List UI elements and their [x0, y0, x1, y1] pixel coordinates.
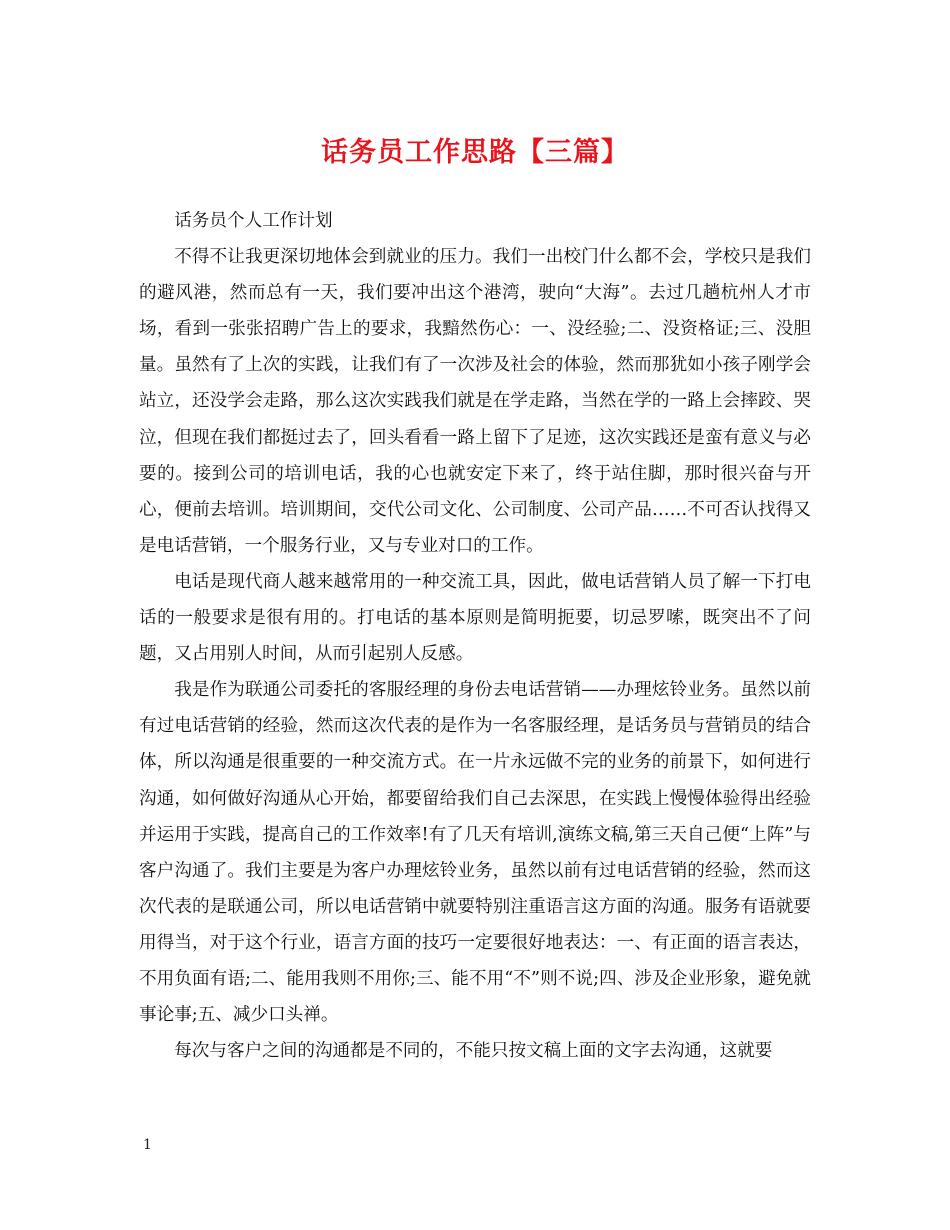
paragraph: 电话是现代商人越来越常用的一种交流工具，因此，做电话营销人员了解一下打电话的一般要求是很有用的。打电话的基本原则是简明扼要，切忌罗嗦，既突出不了问题，又占用别人时间，从而引起别人反感。: [139, 571, 811, 665]
paragraph: 每次与客户之间的沟通都是不同的，不能只按文稿上面的文字去沟通，这就要: [174, 1041, 773, 1062]
paragraph: 不得不让我更深切地体会到就业的压力。我们一出校门什么都不会，学校只是我们的避风港，然而总有一天，我们要冲出这个港湾，驶向“大海”。去过几趟杭州人才市场，看到一张张招聘广告上的要求，我黯然伤心：一、没经验;二、没资格证;三、没胆量。虽然有了上次的实践，让我们有了一次涉及社会的体验，然而那犹如小孩子刚学会站立，还没学会走路，那么这次实践我们就是在学走路，当然在学的一路上会摔跤、哭泣，但现在我们都挺过去了，回头看看一路上留下了足迹，这次实践还是蛮有意义与必要的。接到公司的培训电话，我的心也就安定下来了，终于站住脚，那时很兴奋与开心，便前去培训。培训期间，交代公司文化、公司制度、公司产品……不可否认找得又是电话营销，一个服务行业，又与专业对口的工作。: [139, 247, 811, 556]
page-number: 1: [143, 1137, 152, 1153]
document-title: 话务员工作思路【三篇】: [321, 137, 629, 168]
document-body: [139, 203, 811, 1069]
section-heading: 话务员个人工作计划: [174, 211, 333, 231]
paragraph: 我是作为联通公司委托的客服经理的身份去电话营销——办理炫铃业务。虽然以前有过电话营销的经验，然而这次代表的是作为一名客服经理，是话务员与营销员的结合体，所以沟通是很重要的一种交流方式。在一片永远做不完的业务的前景下，如何进行沟通，如何做好沟通从心开始，都要留给我们自己去深思，在实践上慢慢体验得出经验并运用于实践，提高自己的工作效率!有了几天有培训,演练文稿,第三天自己便“上阵”与客户沟通了。我们主要是为客户办理炫铃业务，虽然以前有过电话营销的经验，然而这次代表的是联通公司，所以电话营销中就要特别注重语言这方面的沟通。服务有语就要用得当，对于这个行业，语言方面的技巧一定要很好地表达：一、有正面的语言表达，不用负面有语;二、能用我则不用你;三、能不用“不”则不说;四、涉及企业形象，避免就事论事;五、减少口头禅。: [139, 680, 811, 1026]
